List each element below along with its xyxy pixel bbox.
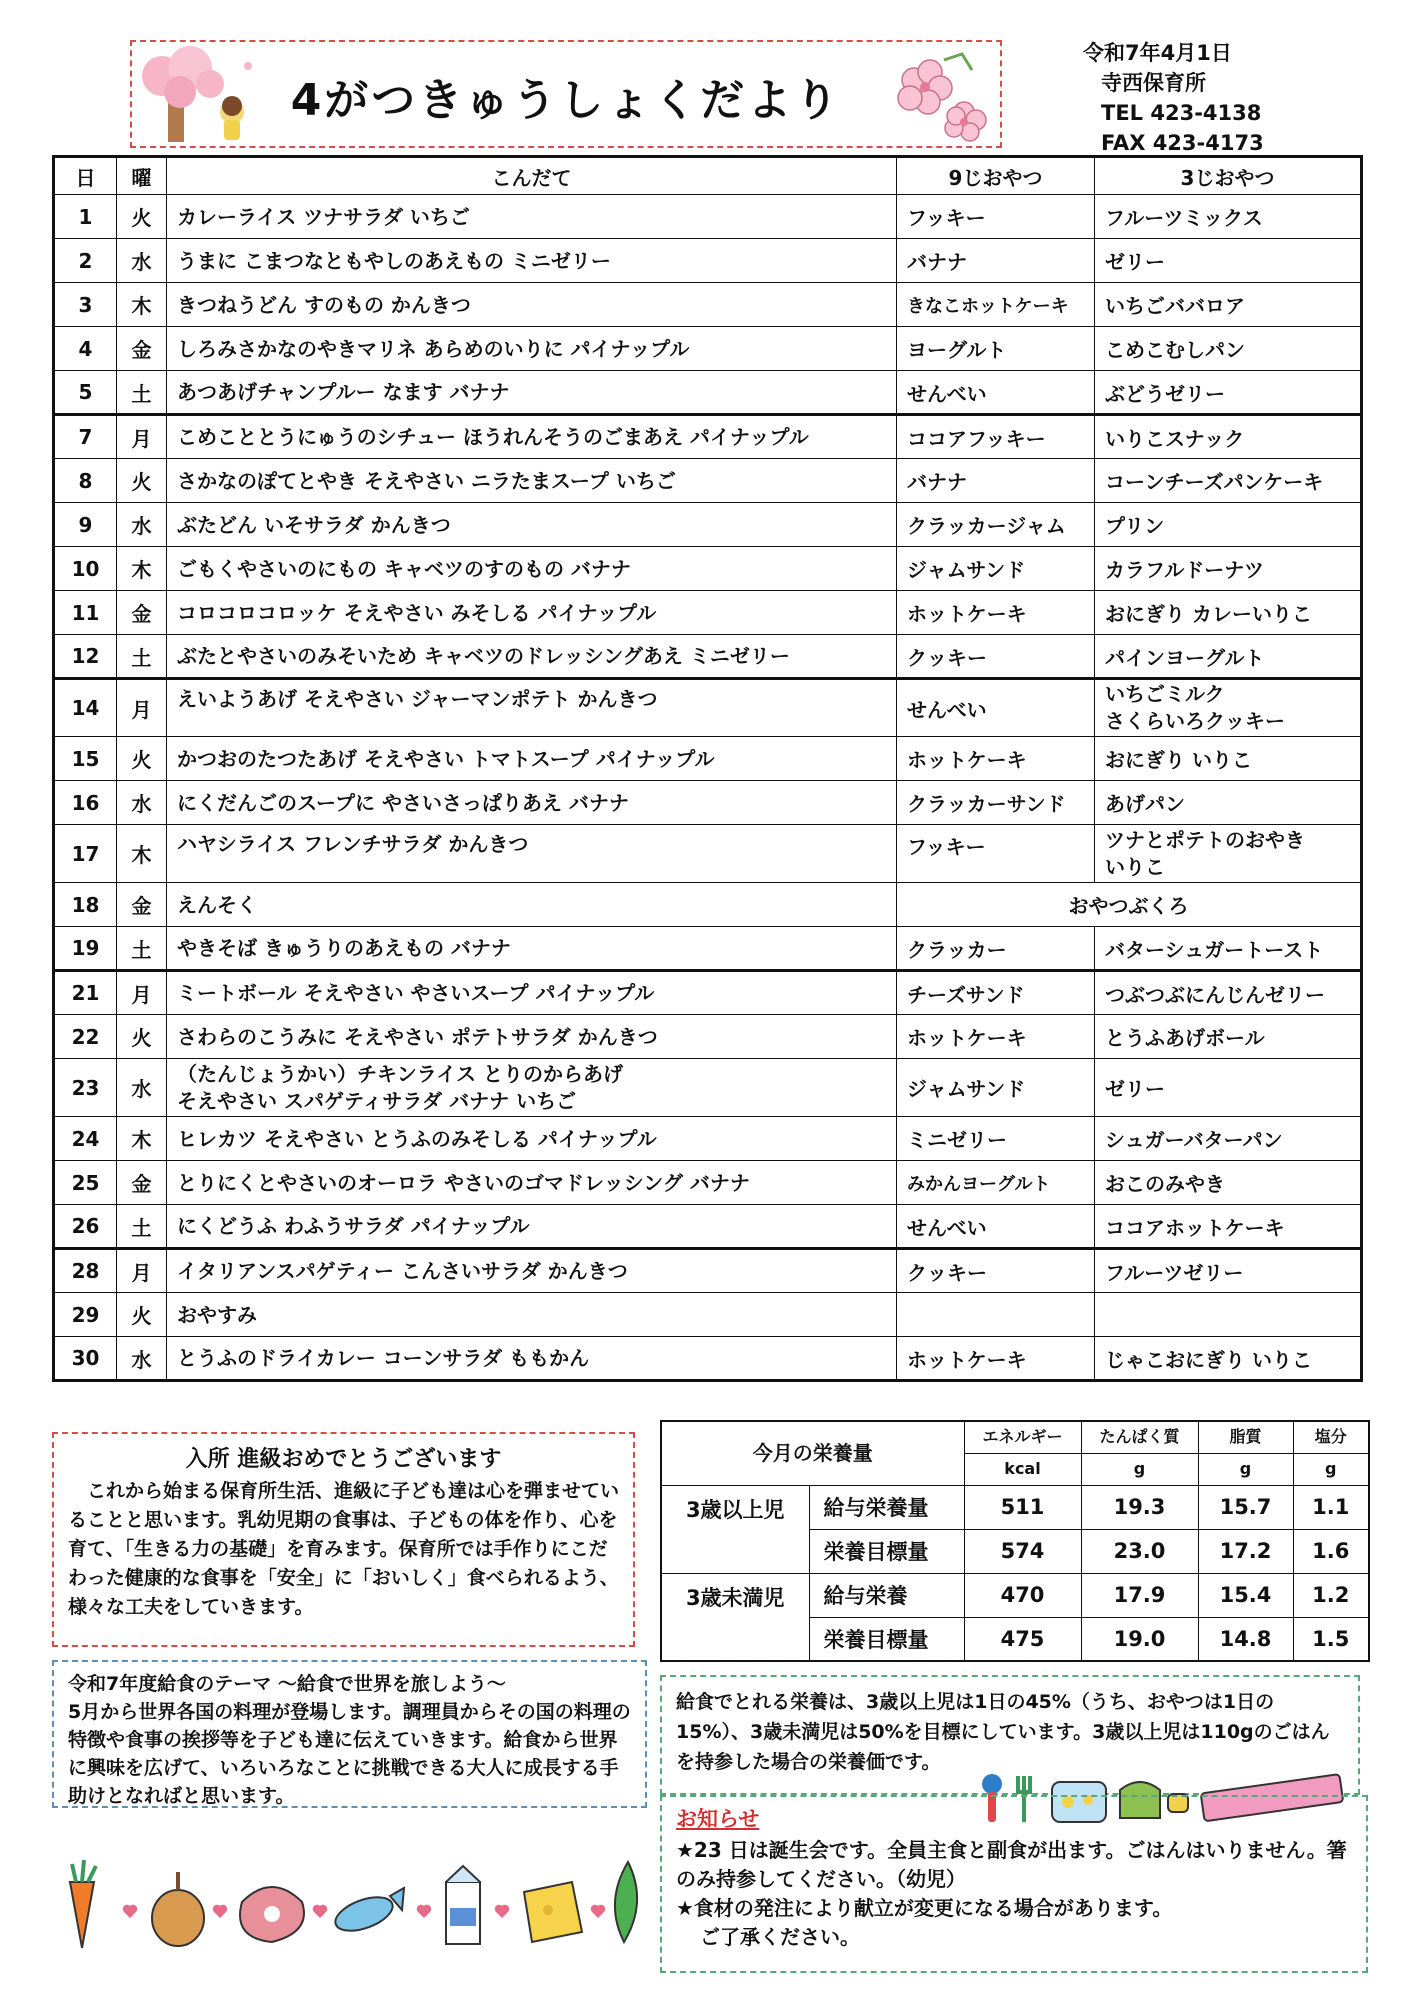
cell-lunch: えんそく xyxy=(167,883,897,927)
heart-icon xyxy=(213,1905,227,1918)
cell-weekday: 土 xyxy=(117,635,167,679)
cell-weekday: 土 xyxy=(117,927,167,971)
value-cell: 17.9 xyxy=(1081,1573,1198,1617)
announcement-item-cont: ご了承ください。 xyxy=(700,1925,860,1949)
cell-snack-3: とうふあげボール xyxy=(1095,1015,1362,1059)
group-label: 3歳未満児 xyxy=(661,1573,809,1661)
table-row xyxy=(54,1117,1362,1161)
heart-icon xyxy=(495,1905,509,1918)
cell-day: 4 xyxy=(54,327,117,371)
cell-lunch: やきそば きゅうりのあえもの バナナ xyxy=(167,927,897,971)
milk-icon xyxy=(446,1866,480,1944)
cell-day: 24 xyxy=(54,1117,117,1161)
cell-snack-9: ヨーグルト xyxy=(897,327,1095,371)
cell-day: 8 xyxy=(54,459,117,503)
cell-snack-3 xyxy=(1095,1293,1362,1337)
table-row xyxy=(54,239,1362,283)
value-cell: 511 xyxy=(964,1485,1081,1529)
cherry-blossom-icon xyxy=(884,50,994,142)
cell-snack-3: じゃこおにぎり いりこ xyxy=(1095,1337,1362,1381)
cell-day: 10 xyxy=(54,547,117,591)
announcement-item: ★23 日は誕生会です。全員主食と副食が出ます。ごはんはいりません。箸のみ持参してください。（幼児） xyxy=(676,1838,1347,1891)
col-fat: 脂質 xyxy=(1198,1421,1293,1453)
cell-weekday: 土 xyxy=(117,371,167,415)
cell-snack-9: ジャムサンド xyxy=(897,547,1095,591)
cell-snack-3: バターシュガートースト xyxy=(1095,927,1362,971)
cell-weekday: 金 xyxy=(117,327,167,371)
cell-day: 11 xyxy=(54,591,117,635)
cell-weekday: 木 xyxy=(117,825,167,883)
cell-weekday: 水 xyxy=(117,503,167,547)
value-cell: 470 xyxy=(964,1573,1081,1617)
cheese-icon xyxy=(524,1882,582,1942)
group-label: 3歳以上児 xyxy=(661,1485,809,1573)
cell-day: 16 xyxy=(54,781,117,825)
welcome-notice xyxy=(52,1432,635,1647)
cell-snack-9: クラッカーサンド xyxy=(897,781,1095,825)
table-row xyxy=(54,1161,1362,1205)
table-row xyxy=(54,1015,1362,1059)
meat-icon xyxy=(240,1887,304,1942)
cell-weekday: 火 xyxy=(117,459,167,503)
cell-weekday: 火 xyxy=(117,1015,167,1059)
cell-lunch: にくどうふ わふうサラダ パイナップル xyxy=(167,1205,897,1249)
value-cell: 23.0 xyxy=(1081,1529,1198,1573)
cell-snack-9: バナナ xyxy=(897,239,1095,283)
col-salt: 塩分 xyxy=(1293,1421,1369,1453)
cell-snack-3: フルーツゼリー xyxy=(1095,1249,1362,1293)
cell-lunch: かつおのたつたあげ そえやさい トマトスープ パイナップル xyxy=(167,737,897,781)
cell-snack-3: おにぎり いりこ xyxy=(1095,737,1362,781)
cell-day: 3 xyxy=(54,283,117,327)
cell-day: 19 xyxy=(54,927,117,971)
cell-lunch: ヒレカツ そえやさい とうふのみそしる パイナップル xyxy=(167,1117,897,1161)
cell-snack-3 xyxy=(1095,679,1362,737)
row-label: 栄養目標量 xyxy=(809,1529,964,1573)
table-row xyxy=(54,1249,1362,1293)
cell-snack-3: ココアホットケーキ xyxy=(1095,1205,1362,1249)
cell-snack-3: いりこスナック xyxy=(1095,415,1362,459)
cell-snack-9: クッキー xyxy=(897,635,1095,679)
cell-snack-9: せんべい xyxy=(897,371,1095,415)
nutrition-note-text: 給食でとれる栄養は、3歳以上児は1日の45%（うち、おやつは1日の15%）、3歳未満児は50%を目標にしています。3歳以上児は110gのごはんを持参した場合の栄養価です。 xyxy=(676,1691,1330,1773)
cell-day: 12 xyxy=(54,635,117,679)
heart-icon xyxy=(313,1905,327,1918)
snack-line: いりこ xyxy=(1105,854,1165,879)
table-row xyxy=(54,1337,1362,1381)
nutrition-table xyxy=(660,1420,1370,1662)
cell-lunch: ぶたとやさいのみそいため キャベツのドレッシングあえ ミニゼリー xyxy=(167,635,897,679)
col-lunch: こんだて xyxy=(167,157,897,195)
cell-day: 22 xyxy=(54,1015,117,1059)
snack-line: ツナとポテトのおやき xyxy=(1105,827,1305,852)
cell-day: 5 xyxy=(54,371,117,415)
table-row xyxy=(54,591,1362,635)
cell-weekday: 金 xyxy=(117,1161,167,1205)
table-row xyxy=(54,459,1362,503)
cell-snack-3: コーンチーズパンケーキ xyxy=(1095,459,1362,503)
value-cell: 15.4 xyxy=(1198,1573,1293,1617)
telephone: TEL 423-4138 xyxy=(1101,101,1262,125)
snack-line: いちごミルク xyxy=(1105,682,1225,706)
table-row xyxy=(54,927,1362,971)
issue-date: 令和7年4月1日 xyxy=(1083,41,1232,65)
cell-lunch: あつあげチャンプルー なます バナナ xyxy=(167,371,897,415)
table-row xyxy=(54,825,1362,883)
nutrition-row xyxy=(661,1485,1369,1529)
table-row xyxy=(54,883,1362,927)
value-cell: 14.8 xyxy=(1198,1617,1293,1661)
cell-lunch: カレーライス ツナサラダ いちご xyxy=(167,195,897,239)
table-row xyxy=(54,547,1362,591)
header-info xyxy=(1083,38,1264,158)
cell-snack-9: チーズサンド xyxy=(897,971,1095,1015)
cell-snack-3: シュガーバターパン xyxy=(1095,1117,1362,1161)
cell-weekday: 木 xyxy=(117,1117,167,1161)
cell-snack-9: クラッカー xyxy=(897,927,1095,971)
value-cell: 1.1 xyxy=(1293,1485,1369,1529)
fax: FAX 423-4173 xyxy=(1101,131,1264,155)
cell-day: 21 xyxy=(54,971,117,1015)
cell-lunch: きつねうどん すのもの かんきつ xyxy=(167,283,897,327)
cell-snack-3: カラフルドーナツ xyxy=(1095,547,1362,591)
nutrition-header-row xyxy=(661,1421,1369,1453)
table-row xyxy=(54,971,1362,1015)
col-snack-3: 3じおやつ xyxy=(1095,157,1362,195)
cell-day: 9 xyxy=(54,503,117,547)
cell-lunch: おやすみ xyxy=(167,1293,897,1337)
cell-snack-9: みかんヨーグルト xyxy=(897,1161,1095,1205)
spinach-icon xyxy=(615,1862,637,1942)
cell-snack-9: ジャムサンド xyxy=(897,1059,1095,1117)
cell-lunch: とうふのドライカレー コーンサラダ ももかん xyxy=(167,1337,897,1381)
cell-lunch: しろみさかなのやきマリネ あらめのいりに パイナップル xyxy=(167,327,897,371)
table-row xyxy=(54,1059,1362,1117)
cell-day: 2 xyxy=(54,239,117,283)
cell-lunch: イタリアンスパゲティー こんさいサラダ かんきつ xyxy=(167,1249,897,1293)
snack-line: さくらいろクッキー xyxy=(1105,709,1285,733)
cell-snack-9: きなこホットケーキ xyxy=(897,283,1095,327)
menu-table xyxy=(52,155,1363,1382)
table-row xyxy=(54,1293,1362,1337)
cell-day: 18 xyxy=(54,883,117,927)
theme-box xyxy=(52,1660,647,1808)
cell-day: 23 xyxy=(54,1059,117,1117)
value-cell: 15.7 xyxy=(1198,1485,1293,1529)
value-cell: 574 xyxy=(964,1529,1081,1573)
cell-lunch: ハヤシライス フレンチサラダ かんきつ xyxy=(167,825,897,883)
col-protein: たんぱく質 xyxy=(1081,1421,1198,1453)
cell-snack-9: ホットケーキ xyxy=(897,1015,1095,1059)
value-cell: 1.2 xyxy=(1293,1573,1369,1617)
cell-snack-merged: おやつぶくろ xyxy=(897,883,1362,927)
cell-weekday: 月 xyxy=(117,679,167,737)
cell-weekday: 金 xyxy=(117,883,167,927)
cell-lunch: こめこととうにゅうのシチュー ほうれんそうのごまあえ パイナップル xyxy=(167,415,897,459)
cell-snack-3: いちごババロア xyxy=(1095,283,1362,327)
table-row xyxy=(54,1205,1362,1249)
menu-header-row xyxy=(54,157,1362,195)
cell-weekday: 水 xyxy=(117,1337,167,1381)
cell-weekday: 水 xyxy=(117,1059,167,1117)
cell-weekday: 水 xyxy=(117,781,167,825)
welcome-title: 入所 進級おめでとうございます xyxy=(185,1447,502,1472)
cell-lunch: コロコロコロッケ そえやさい みそしる パイナップル xyxy=(167,591,897,635)
cell-weekday: 火 xyxy=(117,195,167,239)
value-cell: 475 xyxy=(964,1617,1081,1661)
cell-snack-9: ホットケーキ xyxy=(897,737,1095,781)
cell-day: 25 xyxy=(54,1161,117,1205)
cell-snack-9: ホットケーキ xyxy=(897,591,1095,635)
cell-weekday: 金 xyxy=(117,591,167,635)
table-row xyxy=(54,781,1362,825)
announcements-title: お知らせ xyxy=(676,1807,760,1831)
cell-snack-3 xyxy=(1095,825,1362,883)
cell-weekday: 月 xyxy=(117,415,167,459)
cell-lunch: とりにくとやさいのオーロラ やさいのゴマドレッシング バナナ xyxy=(167,1161,897,1205)
cell-day: 17 xyxy=(54,825,117,883)
cell-day: 1 xyxy=(54,195,117,239)
cell-snack-3: フルーツミックス xyxy=(1095,195,1362,239)
unit-fat: g xyxy=(1198,1453,1293,1485)
cell-lunch: さわらのこうみに そえやさい ポテトサラダ かんきつ xyxy=(167,1015,897,1059)
lunch-line: （たんじょうかい）チキンライス とりのからあげ xyxy=(177,1061,623,1086)
cell-snack-9: クラッカージャム xyxy=(897,503,1095,547)
cell-snack-9 xyxy=(897,1293,1095,1337)
cell-day: 29 xyxy=(54,1293,117,1337)
page-title: 4がつきゅうしょくだより xyxy=(290,75,842,126)
cell-snack-9: ホットケーキ xyxy=(897,1337,1095,1381)
cell-weekday: 水 xyxy=(117,239,167,283)
col-day: 日 xyxy=(54,157,117,195)
cell-snack-9: バナナ xyxy=(897,459,1095,503)
fish-icon xyxy=(331,1888,404,1937)
cell-snack-9: ココアフッキー xyxy=(897,415,1095,459)
cell-day: 14 xyxy=(54,679,117,737)
cell-lunch: うまに こまつなともやしのあえもの ミニゼリー xyxy=(167,239,897,283)
nutrition-row xyxy=(661,1573,1369,1617)
table-row xyxy=(54,679,1362,737)
value-cell: 19.0 xyxy=(1081,1617,1198,1661)
cell-weekday: 土 xyxy=(117,1205,167,1249)
cell-snack-3: プリン xyxy=(1095,503,1362,547)
table-row xyxy=(54,283,1362,327)
theme-title: 令和7年度給食のテーマ ～給食で世界を旅しよう～ xyxy=(68,1673,506,1695)
cell-snack-9: フッキー xyxy=(897,825,1095,883)
value-cell: 1.6 xyxy=(1293,1529,1369,1573)
value-cell: 17.2 xyxy=(1198,1529,1293,1573)
food-decoration xyxy=(52,1852,647,1957)
table-row xyxy=(54,737,1362,781)
table-row xyxy=(54,371,1362,415)
unit-protein: g xyxy=(1081,1453,1198,1485)
row-label: 栄養目標量 xyxy=(809,1617,964,1661)
table-row xyxy=(54,327,1362,371)
cell-snack-3: おこのみやき xyxy=(1095,1161,1362,1205)
announcements xyxy=(660,1795,1368,1973)
cell-day: 26 xyxy=(54,1205,117,1249)
cell-lunch xyxy=(167,1059,897,1117)
cell-weekday: 火 xyxy=(117,1293,167,1337)
cell-snack-3: ゼリー xyxy=(1095,239,1362,283)
cell-snack-9: クッキー xyxy=(897,1249,1095,1293)
theme-body: 5月から世界各国の料理が登場します。調理員からその国の料理の特徴や食事の挨拶等を子ども達に伝えていきます。給食から世界に興味を広げて、いろいろなことに挑戦できる大人に成長する手助けとなればと思います。 xyxy=(68,1701,631,1807)
cell-lunch: えいようあげ そえやさい ジャーマンポテト かんきつ xyxy=(167,679,897,737)
cell-snack-3: おにぎり カレーいりこ xyxy=(1095,591,1362,635)
unit-energy: kcal xyxy=(964,1453,1081,1485)
cell-weekday: 月 xyxy=(117,1249,167,1293)
onion-icon xyxy=(152,1872,204,1946)
value-cell: 1.5 xyxy=(1293,1617,1369,1661)
lunch-line: そえやさい スパゲティサラダ バナナ いちご xyxy=(177,1088,577,1113)
cell-lunch: にくだんごのスープに やさいさっぱりあえ バナナ xyxy=(167,781,897,825)
table-row xyxy=(54,195,1362,239)
heart-icon xyxy=(591,1905,605,1918)
cell-weekday: 月 xyxy=(117,971,167,1015)
title-box xyxy=(130,40,1002,148)
col-energy: エネルギー xyxy=(964,1421,1081,1453)
organization-name: 寺西保育所 xyxy=(1101,71,1206,95)
table-row xyxy=(54,415,1362,459)
cell-day: 28 xyxy=(54,1249,117,1293)
announcement-item: ★食材の発注により献立が変更になる場合があります。 xyxy=(676,1896,1173,1920)
table-row xyxy=(54,635,1362,679)
cell-snack-3: ゼリー xyxy=(1095,1059,1362,1117)
cell-day: 7 xyxy=(54,415,117,459)
cell-snack-9: フッキー xyxy=(897,195,1095,239)
cell-weekday: 木 xyxy=(117,283,167,327)
cell-snack-3: あげパン xyxy=(1095,781,1362,825)
cell-lunch: さかなのぽてとやき そえやさい ニラたまスープ いちご xyxy=(167,459,897,503)
col-weekday: 曜 xyxy=(117,157,167,195)
cell-lunch: ぶたどん いそサラダ かんきつ xyxy=(167,503,897,547)
cell-weekday: 火 xyxy=(117,737,167,781)
row-label: 給与栄養量 xyxy=(809,1485,964,1529)
cell-snack-9: ミニゼリー xyxy=(897,1117,1095,1161)
cell-snack-3: ぶどうゼリー xyxy=(1095,371,1362,415)
heart-icon xyxy=(123,1905,137,1918)
unit-salt: g xyxy=(1293,1453,1369,1485)
cell-lunch: ごもくやさいのにもの キャベツのすのもの バナナ xyxy=(167,547,897,591)
col-snack-9: 9じおやつ xyxy=(897,157,1095,195)
nutrition-title: 今月の栄養量 xyxy=(661,1421,964,1485)
cell-weekday: 木 xyxy=(117,547,167,591)
cell-snack-3: つぶつぶにんじんゼリー xyxy=(1095,971,1362,1015)
welcome-body: これから始まる保育所生活、進級に子ども達は心を弾ませていることと思います。乳幼児期の食事は、子どもの体を作り、心を育て、「生きる力の基礎」を育みます。保育所では手作りにこだわった健康的な食事を「安全」に「おいしく」食べられるよう、様々な工夫をしていきます。 xyxy=(68,1480,620,1618)
carrot-icon xyxy=(70,1860,96,1948)
cell-snack-3: こめこむしパン xyxy=(1095,327,1362,371)
cell-snack-3: パインヨーグルト xyxy=(1095,635,1362,679)
heart-icon xyxy=(417,1905,431,1918)
cell-day: 15 xyxy=(54,737,117,781)
table-row xyxy=(54,503,1362,547)
value-cell: 19.3 xyxy=(1081,1485,1198,1529)
cell-snack-9: せんべい xyxy=(897,1205,1095,1249)
row-label: 給与栄養 xyxy=(809,1573,964,1617)
cell-lunch: ミートボール そえやさい やさいスープ パイナップル xyxy=(167,971,897,1015)
cell-snack-9: せんべい xyxy=(897,679,1095,737)
cell-day: 30 xyxy=(54,1337,117,1381)
